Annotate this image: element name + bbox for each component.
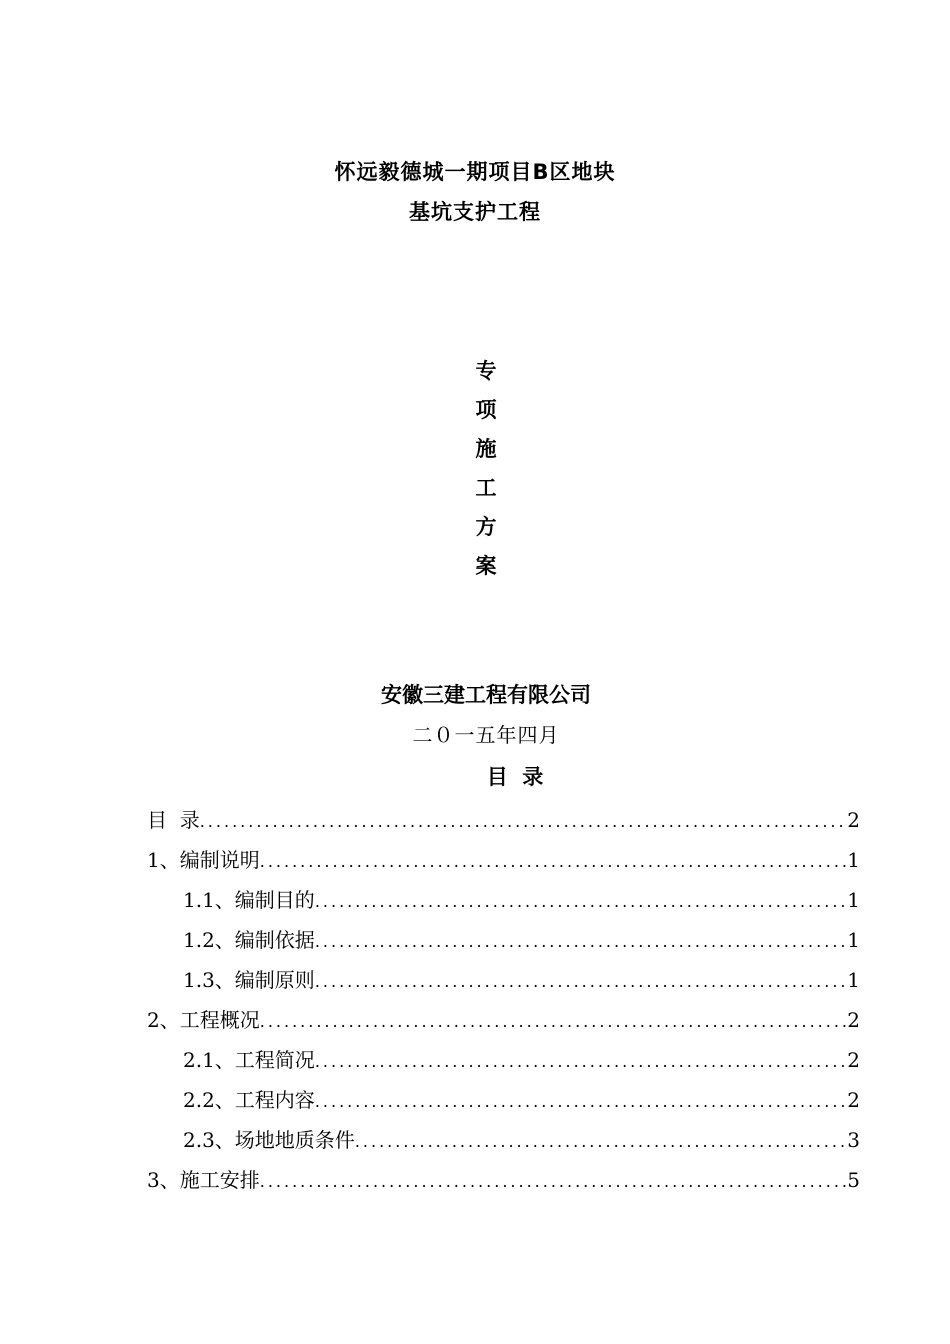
toc-entry-label: 2.1、工程简况 <box>183 1048 315 1072</box>
toc-entry-page: 3 <box>847 1128 860 1152</box>
toc-entry-page: 1 <box>847 848 860 872</box>
toc-entry[interactable] <box>147 1084 860 1124</box>
toc-leader-dots <box>355 1126 847 1158</box>
toc-entry-page: 1 <box>847 888 860 912</box>
toc-entry[interactable] <box>147 1164 860 1204</box>
toc-entry-page: 2 <box>847 1088 860 1112</box>
toc-leader-dots <box>315 886 847 918</box>
toc-entry[interactable] <box>147 1044 860 1084</box>
toc-entry[interactable] <box>147 1124 860 1164</box>
toc-entry-page: 1 <box>847 928 860 952</box>
toc-entry-page: 2 <box>847 1048 860 1072</box>
toc-entry[interactable] <box>147 964 860 1004</box>
toc-leader-dots <box>315 1046 847 1078</box>
toc-entry-label: 2、工程概况 <box>147 1008 260 1032</box>
toc-entry-label: 2.2、工程内容 <box>183 1088 315 1112</box>
project-title-line-2: 基坑支护工程 <box>409 200 541 224</box>
toc-entry-page: 1 <box>847 968 860 992</box>
toc-entry-label: 1.3、编制原则 <box>183 968 315 992</box>
toc-entry-label: 目 录 <box>147 808 200 832</box>
table-of-contents <box>147 804 860 1204</box>
vertical-title-char: 施 <box>475 437 497 461</box>
toc-leader-dots <box>260 1006 848 1038</box>
toc-entry-page: 2 <box>847 1008 860 1032</box>
toc-entry[interactable] <box>147 844 860 884</box>
toc-entry-label: 1.2、编制依据 <box>183 928 315 952</box>
toc-entry-label: 2.3、场地地质条件 <box>183 1128 355 1152</box>
toc-entry[interactable] <box>147 884 860 924</box>
toc-leader-dots <box>315 966 847 998</box>
project-title-line-1: 怀远毅德城一期项目B区地块 <box>334 160 616 184</box>
toc-entry-label: 3、施工安排 <box>147 1168 260 1192</box>
toc-entry[interactable] <box>147 804 860 844</box>
document-date: 二０一五年四月 <box>412 723 560 747</box>
vertical-title-char: 专 <box>475 359 497 383</box>
vertical-title-char: 方 <box>475 515 497 539</box>
toc-entry-page: 2 <box>847 808 860 832</box>
company-name: 安徽三建工程有限公司 <box>381 683 591 707</box>
toc-leader-dots <box>315 926 847 958</box>
toc-heading: 目 录 <box>486 765 544 789</box>
vertical-title <box>462 352 510 586</box>
toc-entry[interactable] <box>147 1004 860 1044</box>
vertical-title-char: 案 <box>475 554 497 578</box>
toc-entry-page: 5 <box>847 1168 860 1192</box>
toc-leader-dots <box>260 846 848 878</box>
vertical-title-char: 项 <box>475 398 497 422</box>
toc-entry[interactable] <box>147 924 860 964</box>
toc-leader-dots <box>315 1086 847 1118</box>
toc-leader-dots <box>200 806 848 838</box>
toc-entry-label: 1.1、编制目的 <box>183 888 315 912</box>
vertical-title-char: 工 <box>475 476 497 500</box>
toc-leader-dots <box>260 1166 848 1198</box>
toc-entry-label: 1、编制说明 <box>147 848 260 872</box>
